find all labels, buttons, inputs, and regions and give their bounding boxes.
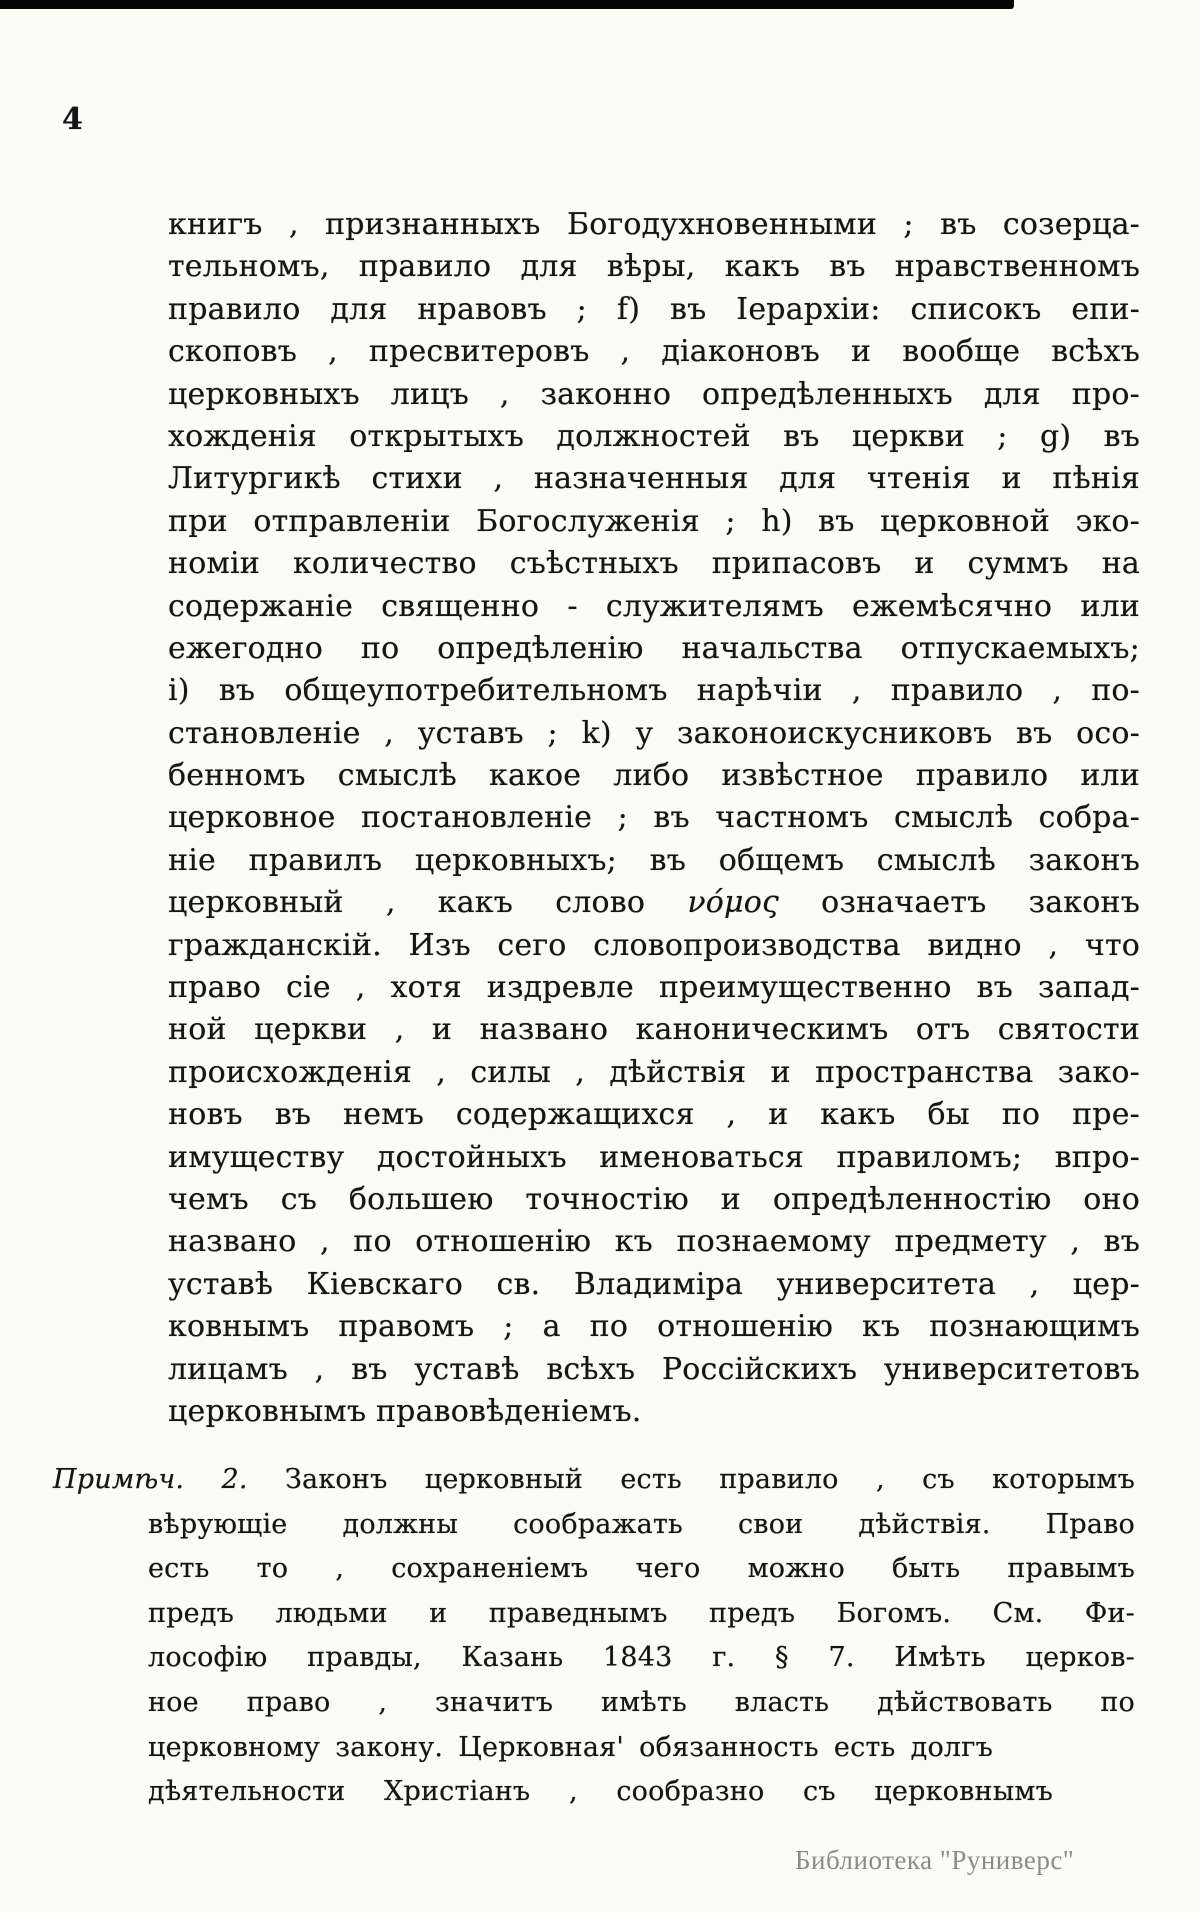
- text-line: названо , по отношенію къ познаемому предмету , въ: [168, 1224, 1140, 1260]
- main-paragraph: [168, 204, 1140, 1433]
- text-line: при отправленіи Богослуженія ; h) въ церковной эко-: [168, 503, 1140, 539]
- text-line: ное право , значитъ имѣть власть дѣйствовать по: [148, 1686, 1135, 1718]
- text-line: Литургикѣ стихи , назначенныя для чтенія и пѣнія: [168, 461, 1140, 497]
- text-line: лицамъ , въ уставѣ всѣхъ Россійскихъ университетовъ: [168, 1351, 1140, 1387]
- text-segment: церковный , какъ слово: [168, 885, 688, 921]
- text-line: тельномъ, правило для вѣры, какъ въ нравственномъ: [168, 249, 1140, 285]
- text-line: право сіе , хотя издревле преимущественно въ запад-: [168, 970, 1140, 1006]
- text-line: вѣрующіе должны соображать свои дѣйствія. Право: [148, 1508, 1135, 1540]
- text-line: хожденія открытыхъ должностей въ церкви ; g) въ: [168, 418, 1140, 454]
- text-line: ковнымъ правомъ ; а по отношенію къ познающимъ: [168, 1309, 1140, 1345]
- text-segment: Законъ церковный есть правило , съ которымъ: [247, 1464, 1135, 1495]
- italic-text-segment: Примѣч. 2.: [53, 1464, 248, 1495]
- text-line: чемъ съ большею точностію и опредѣленностію оно: [168, 1181, 1140, 1217]
- text-line: церковное постановленіе ; въ частномъ смыслѣ собра-: [168, 800, 1140, 836]
- text-line: уставѣ Кіевскаго св. Владиміра университета , цер-: [168, 1266, 1140, 1302]
- text-line: происхожденія , силы , дѣйствія и пространства зако-: [168, 1054, 1140, 1090]
- text-line: есть то , сохраненіемъ чего можно быть правымъ: [148, 1553, 1135, 1585]
- text-line: гражданскій. Изъ сего словопроизводства видно , что: [168, 927, 1140, 963]
- text-line: i) въ общеупотребительномъ нарѣчіи , правило , по-: [168, 673, 1140, 709]
- text-line: бенномъ смыслѣ какое либо извѣстное правило или: [168, 758, 1140, 794]
- text-line: дѣятельности Христіанъ , сообразно съ церковнымъ: [148, 1776, 1053, 1808]
- page-number: 4: [62, 102, 83, 137]
- scan-edge-artifact-top: [0, 0, 1014, 9]
- text-line: церковныхъ лицъ , законно опредѣленныхъ для про-: [168, 376, 1140, 412]
- library-watermark: Библиотека "Руниверс": [795, 1845, 1075, 1875]
- text-line: скоповъ , пресвитеровъ , діаконовъ и вообще всѣхъ: [168, 334, 1140, 370]
- text-line: предъ людьми и праведнымъ предъ Богомъ. См. Фи-: [148, 1597, 1135, 1629]
- text-segment: означаетъ законъ: [778, 885, 1140, 921]
- text-line: книгъ , признанныхъ Богодухновенными ; въ созерца-: [168, 207, 1140, 242]
- text-line: содержаніе священно - служителямъ ежемѣсячно или: [168, 588, 1140, 624]
- text-line: церковному закону. Церковная' обязанность есть долгъ: [148, 1731, 993, 1763]
- text-line: [53, 1458, 1135, 1503]
- text-line: [168, 882, 1140, 924]
- text-line: становленіе , уставъ ; k) у законоискусниковъ въ осо-: [168, 715, 1140, 751]
- text-line: номіи количество съѣстныхъ припасовъ и суммъ на: [168, 546, 1140, 582]
- text-line: ніе правилъ церковныхъ; въ общемъ смыслѣ законъ: [168, 842, 1140, 878]
- text-line: правило для нравовъ ; f) въ Іерархіи: списокъ епи-: [168, 291, 1140, 327]
- text-line: ежегодно по опредѣленію начальства отпускаемыхъ;: [168, 630, 1140, 666]
- text-line: новъ въ немъ содержащихся , и какъ бы по пре-: [168, 1097, 1140, 1133]
- text-line: церковнымъ правовѣденіемъ.: [168, 1393, 642, 1429]
- text-line: лософію правды, Казань 1843 г. § 7. Имѣть церков-: [148, 1642, 1135, 1674]
- text-line: ной церкви , и названо каноническимъ отъ святости: [168, 1012, 1140, 1048]
- text-line: имуществу достойныхъ именоваться правиломъ; впро-: [168, 1139, 1140, 1175]
- italic-text-segment: νόμος: [687, 885, 779, 921]
- note-paragraph: [53, 1458, 1135, 1815]
